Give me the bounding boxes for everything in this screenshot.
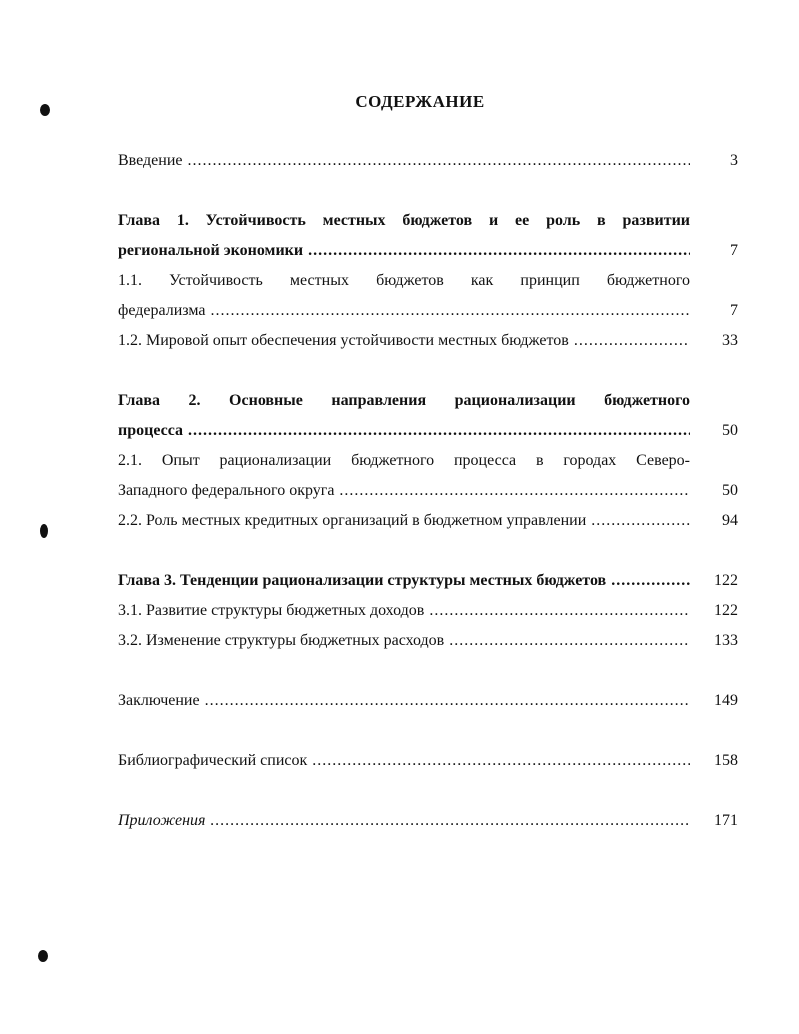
toc-entry-label: Библиографический список ..... <box>118 746 690 776</box>
toc-entry-label: 3.1. Развитие структуры бюджетных доходов ..... <box>118 596 690 626</box>
toc-entry-chapter-2 <box>118 416 738 446</box>
toc-entry-label: Глава 2. Основные направления рационализации бюджетного <box>118 392 690 409</box>
toc-entry-bibliography <box>118 746 738 776</box>
toc-entry-1-1 <box>118 296 738 326</box>
toc-entry-label: Западного федерального округа ..... <box>118 476 690 506</box>
toc-entry-label: Введение ..... <box>118 146 690 176</box>
toc-entry-page: 171 <box>714 812 738 829</box>
toc-entry-chapter-3 <box>118 566 738 596</box>
toc-entry-page: 50 <box>722 482 738 499</box>
toc-entry-label: процесса ..... <box>118 416 690 446</box>
toc-entry-page: 122 <box>714 602 738 619</box>
toc-entry-page: 122 <box>714 572 738 589</box>
toc-entry-page: 33 <box>722 332 738 349</box>
toc-entry-page: 50 <box>722 422 738 439</box>
toc-entry-label: Глава 3. Тенденции рационализации структуры местных бюджетов ..... <box>118 566 690 596</box>
toc-entry-label: 3.2. Изменение структуры бюджетных расходов ..... <box>118 626 690 656</box>
toc-entry-label: Заключение ..... <box>118 686 690 716</box>
toc-entry-2-2 <box>118 506 738 536</box>
toc-entry-page: 3 <box>730 152 738 169</box>
toc-entry-label: 1.2. Мировой опыт обеспечения устойчивости местных бюджетов ..... <box>118 326 690 356</box>
toc-entry-label: 2.1. Опыт рационализации бюджетного процесса в городах Северо- <box>118 452 690 469</box>
toc-entry-page: 94 <box>722 512 738 529</box>
toc-entry-chapter-1 <box>118 236 738 266</box>
toc-entry-1-1-line-1 <box>118 266 738 296</box>
toc-entry-label: Приложения ..... <box>118 806 690 836</box>
toc-entry-3-1 <box>118 596 738 626</box>
toc-entry-page: 7 <box>730 242 738 259</box>
toc-entry-chapter-2-line-1 <box>118 386 738 416</box>
toc-entry-page: 149 <box>714 692 738 709</box>
scan-mark <box>40 524 48 538</box>
toc-entry-2-1 <box>118 476 738 506</box>
toc-entry-page: 7 <box>730 302 738 319</box>
toc-entry-introduction <box>118 146 738 176</box>
toc-entry-page: 133 <box>714 632 738 649</box>
page-title: СОДЕРЖАНИЕ <box>355 92 485 111</box>
toc-entry-conclusion <box>118 686 738 716</box>
toc-entry-label: 2.2. Роль местных кредитных организаций в бюджетном управлении ..... <box>118 506 690 536</box>
toc-entry-label: 1.1. Устойчивость местных бюджетов как принцип бюджетного <box>118 272 690 289</box>
scan-mark <box>38 950 48 962</box>
toc-entry-label: региональной экономики ..... <box>118 236 690 266</box>
toc-entry-page: 158 <box>714 752 738 769</box>
toc-entry-3-2 <box>118 626 738 656</box>
toc-entry-label: Глава 1. Устойчивость местных бюджетов и ее роль в развитии <box>118 212 690 229</box>
toc-entry-appendices <box>118 806 738 836</box>
toc-entry-2-1-line-1 <box>118 446 738 476</box>
toc-entry-chapter-1-line-1 <box>118 206 738 236</box>
toc-entry-label: федерализма ..... <box>118 296 690 326</box>
toc-entry-1-2 <box>118 326 738 356</box>
